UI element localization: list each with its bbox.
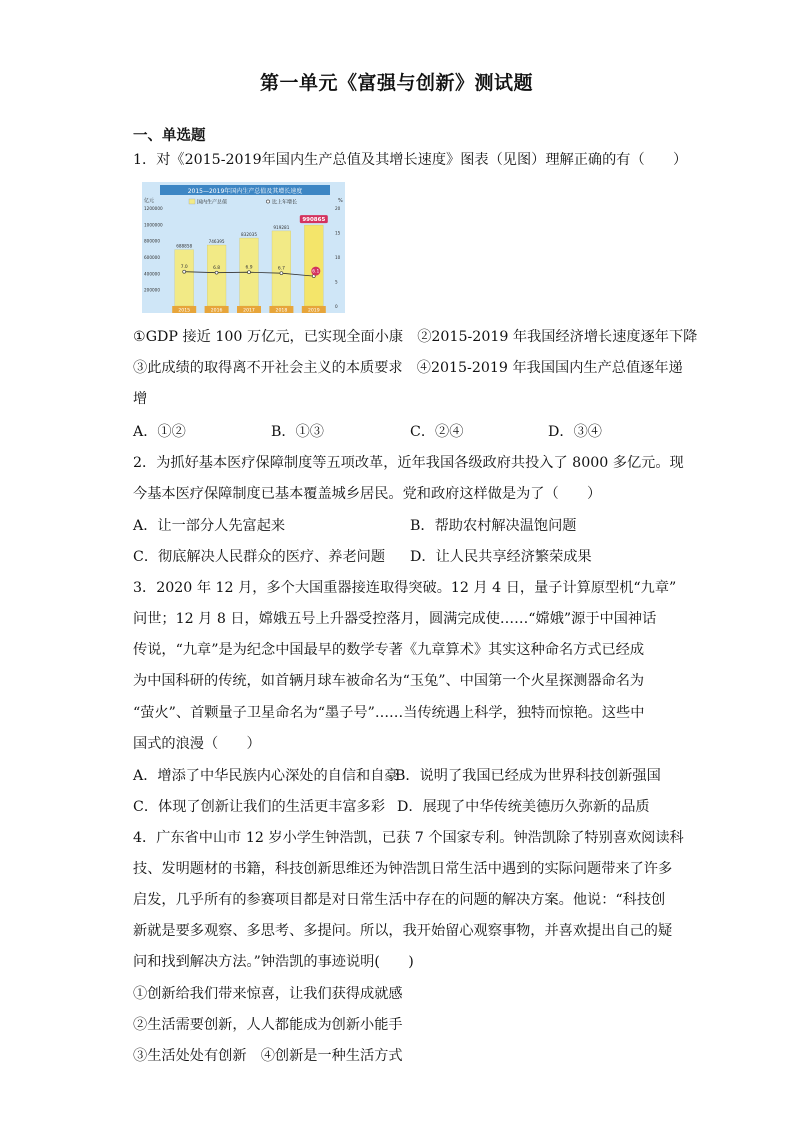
q1-statement-1-2: ①GDP 接近 100 万亿元，已实现全面小康 ②2015-2019 年我国经济增长速度逐年下降 xyxy=(133,329,698,345)
q2-stem-line-2: 今基本医疗保障制度已基本覆盖城乡居民。党和政府这样做是为了（ ） xyxy=(133,486,602,502)
growth-value-label: 7.0 xyxy=(180,265,188,271)
q4-stem-line-2: 技、发明题材的书籍，科技创新思维还为钟浩凯日常生活中遇到的实际问题带来了许多 xyxy=(133,861,673,877)
left-tick-label: 1000000 xyxy=(144,222,163,228)
right-tick-label: 15 xyxy=(335,230,341,236)
q4-stem-line-3: 启发，几乎所有的参赛项目都是对日常生活中存在的问题的解决方案。他说：“科技创 xyxy=(133,892,666,908)
left-tick-label: 800000 xyxy=(144,238,160,244)
growth-point xyxy=(183,270,186,273)
legend-line-label: 比上年增长 xyxy=(272,199,298,206)
gdp-chart xyxy=(142,182,345,313)
growth-point xyxy=(248,271,251,274)
legend-line-marker xyxy=(266,200,269,203)
legend-bar-label: 国内生产总值 xyxy=(197,199,228,206)
q1-statement-3-4: ③此成绩的取得离不开社会主义的本质要求 ④2015-2019 年我国国内生产总值逐年递 xyxy=(133,360,683,376)
q3-option-c[interactable]: C．体现了创新让我们的生活更丰富多彩 xyxy=(133,799,386,815)
gdp-chart-figure xyxy=(142,182,345,313)
growth-value-label: 6.7 xyxy=(277,266,285,272)
q1-option-c[interactable]: C．②④ xyxy=(410,424,464,440)
x-tick-label: 2018 xyxy=(275,308,288,313)
legend-bar-swatch xyxy=(189,199,195,204)
q2-option-c[interactable]: C．彻底解决人民群众的医疗、养老问题 xyxy=(133,549,386,565)
growth-point xyxy=(280,272,283,275)
section-heading: 一、单选题 xyxy=(133,128,206,144)
x-tick-label: 2015 xyxy=(178,308,191,313)
page-title: 第一单元《富强与创新》测试题 xyxy=(259,72,533,94)
chart-title: 2015—2019年国内生产总值及其增长速度 xyxy=(187,188,303,195)
q3-option-d[interactable]: D．展现了中华传统美德历久弥新的品质 xyxy=(397,799,650,815)
growth-point xyxy=(215,271,218,274)
left-tick-label: 400000 xyxy=(144,271,160,277)
q3-stem-line-1: 3．2020 年 12 月，多个大国重器接连取得突破。12 月 4 日，量子计算原型机“九章” xyxy=(133,580,677,596)
right-tick-label: 0 xyxy=(335,304,338,309)
q3-stem-line-2: 问世；12 月 8 日，嫦娥五号上升器受控落月，圆满完成使……“嫦娥”源于中国神话 xyxy=(133,611,657,627)
q4-statement-3-4: ③生活处处有创新 ④创新是一种生活方式 xyxy=(133,1048,403,1064)
right-tick-label: 5 xyxy=(335,279,338,285)
gdp-value-label: 688858 xyxy=(176,243,193,249)
q4-stem-line-1: 4．广东省中山市 12 岁小学生钟浩凯，已获 7 个国家专利。钟浩凯除了特别喜欢阅读科 xyxy=(133,830,684,846)
left-tick-label: 200000 xyxy=(144,287,160,293)
right-tick-label: 20 xyxy=(335,206,341,211)
growth-value-label: 6.1 xyxy=(312,269,320,275)
q4-statement-2: ②生活需要创新，人人都能成为创新小能手 xyxy=(133,1017,403,1033)
q3-stem-line-4: 为中国科研的传统，如首辆月球车被命名为“玉兔”、中国第一个火星探测器命名为 xyxy=(133,673,645,689)
x-axis-labels xyxy=(172,306,326,313)
gdp-value-label: 746395 xyxy=(208,239,225,245)
x-tick-label: 2016 xyxy=(210,308,223,313)
right-axis-unit: % xyxy=(338,198,343,204)
q2-option-b[interactable]: B．帮助农村解决温饱问题 xyxy=(410,518,577,534)
x-tick-label: 2019 xyxy=(307,308,320,313)
q1-statement-4-cont: 增 xyxy=(133,391,148,407)
q3-option-b[interactable]: B．说明了我国已经成为世界科技创新强国 xyxy=(395,768,661,784)
q2-option-d[interactable]: D．让人民共享经济繁荣成果 xyxy=(410,549,592,565)
q4-statement-1: ①创新给我们带来惊喜，让我们获得成就感 xyxy=(133,986,403,1002)
gdp-value-label: 832035 xyxy=(241,232,257,238)
q3-stem-line-3: 传说，“九章”是为纪念中国最早的数学专著《九章算术》其实这种命名方式已经成 xyxy=(133,642,645,658)
gdp-bar xyxy=(304,225,323,306)
gdp-bar xyxy=(175,250,194,306)
q3-stem-line-6: 国式的浪漫（ ） xyxy=(133,736,261,752)
x-tick-label: 2017 xyxy=(243,308,255,313)
q4-stem-line-4: 新就是要多观察、多思考、多提问。所以，我开始留心观察事物，并喜欢提出自己的疑 xyxy=(133,923,673,939)
q2-option-a[interactable]: A．让一部分人先富起来 xyxy=(133,518,286,534)
left-axis-unit: 亿元 xyxy=(144,198,155,204)
q1-option-d[interactable]: D．③④ xyxy=(548,424,602,440)
right-tick-label: 10 xyxy=(335,255,341,260)
left-tick-label: 1200000 xyxy=(144,206,163,211)
growth-value-label: 6.9 xyxy=(245,265,253,271)
q1-option-b[interactable]: B．①③ xyxy=(271,424,324,440)
q1-stem: 1．对《2015-2019年国内生产总值及其增长速度》图表（见图）理解正确的有（ ） xyxy=(133,152,688,168)
gdp-value-label: 919281 xyxy=(273,224,290,230)
gdp-bar xyxy=(207,245,226,306)
q3-stem-line-5: “萤火”、首颗量子卫星命名为“墨子号”……当传统遇上科学，独特而惊艳。这些中 xyxy=(133,705,645,721)
q2-stem-line-1: 2．为抓好基本医疗保障制度等五项改革，近年我国各级政府共投入了 8000 多亿元。现 xyxy=(133,455,684,471)
q3-option-a[interactable]: A．增添了中华民族内心深处的自信和自豪 xyxy=(133,768,399,784)
q1-option-a[interactable]: A．①② xyxy=(133,424,186,440)
left-tick-label: 600000 xyxy=(144,255,160,260)
gdp-value-label: 990865 xyxy=(302,217,326,224)
q4-stem-line-5: 问和找到解决方法。”钟浩凯的事迹说明( ) xyxy=(133,954,414,970)
growth-value-label: 6.8 xyxy=(213,266,221,272)
